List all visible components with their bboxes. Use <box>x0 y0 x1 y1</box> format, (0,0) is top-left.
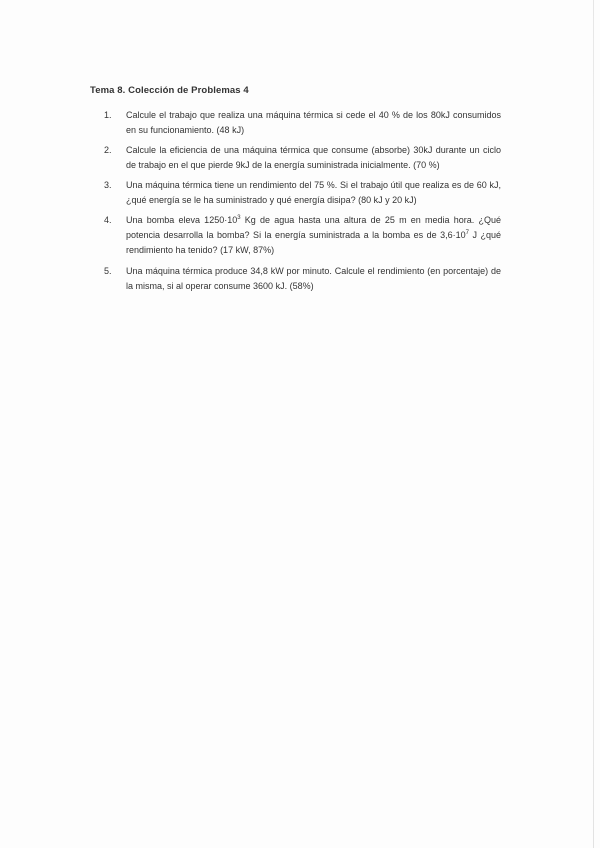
problem-number: 1. <box>104 110 112 120</box>
exponent: 7 <box>465 230 469 236</box>
problem-number: 2. <box>104 145 112 155</box>
exponent: 3 <box>237 215 241 221</box>
problem-item-5 <box>104 264 501 294</box>
problem-number: 3. <box>104 180 112 190</box>
problem-text-part: Una bomba eleva 1250·10 <box>126 215 238 225</box>
problem-item-3 <box>104 178 501 208</box>
problem-item-4 <box>104 213 501 258</box>
problem-number: 4. <box>104 215 112 225</box>
problem-text: Calcule el trabajo que realiza una máquina térmica si cede el 40 % de los 80kJ consumidos en su funcionamiento. (48 kJ) <box>126 110 501 135</box>
problem-item-2 <box>104 143 501 173</box>
problem-text: Una máquina térmica tiene un rendimiento del 75 %. Si el trabajo útil que realiza es de 60 kJ, ¿qué energía se le ha suministrado y qué energía disipa? (80 kJ y 20 kJ) <box>126 180 501 205</box>
problem-text: Calcule la eficiencia de una máquina térmica que consume (absorbe) 30kJ durante un ciclo de trabajo en el que pierde 9kJ de la energía suministrada inicialmente. (70 %) <box>126 145 501 170</box>
problem-text-part: J ¿qué rendimiento ha tenido? (17 kW, 87%) <box>126 230 502 255</box>
problem-text <box>126 213 501 258</box>
problem-text-part: Kg de agua hasta una altura de 25 m en media hora. ¿Qué potencia desarrolla la bomba? Si la energía suministrada a la bomba es de 3,6·10 <box>126 215 501 240</box>
scan-edge-line <box>593 0 594 848</box>
problem-item-1 <box>104 108 501 138</box>
problem-number: 5. <box>104 266 112 276</box>
problem-text: Una máquina térmica produce 34,8 kW por minuto. Calcule el rendimiento (en porcentaje) de la misma, si al operar consume 3600 kJ. (58%) <box>126 266 501 291</box>
document-title: Tema 8. Colección de Problemas 4 <box>90 85 249 96</box>
